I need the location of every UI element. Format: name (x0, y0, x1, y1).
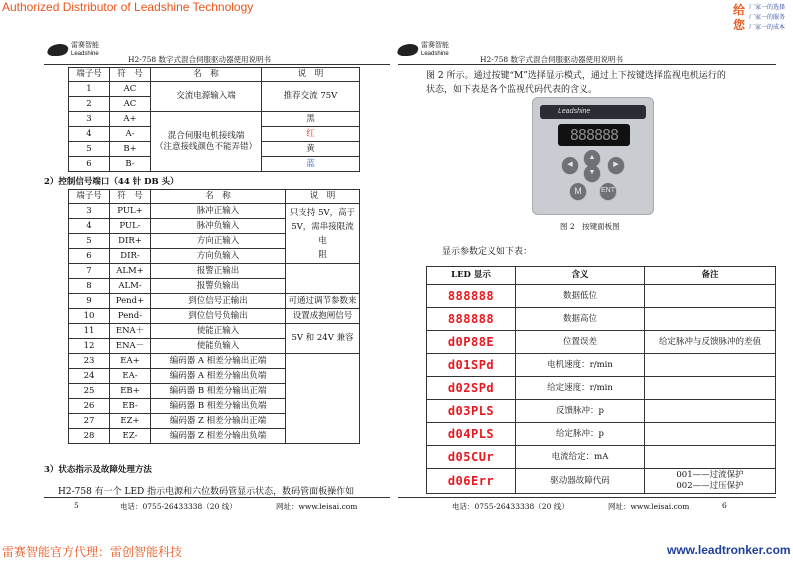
signal-symbol: Pend- (110, 309, 151, 324)
signal-symbol: ALM- (110, 279, 151, 294)
signal-name: 到位信号负输出 (151, 309, 286, 324)
led-note (645, 446, 776, 469)
led-digits: d06Err (447, 473, 495, 488)
wire-color-red: 红 (262, 127, 360, 142)
led-note (645, 377, 776, 400)
motor-terminal-name (151, 112, 262, 172)
logo-cn: 雷赛智能 (421, 42, 449, 49)
pend-note-2: 设置成抱闸信号 (286, 309, 360, 324)
pend-note-1: 可通过调节参数来 (286, 294, 360, 309)
signal-name: 到位信号正输出 (151, 294, 286, 309)
motor-name-line-1: 混合伺服电机接线端 (167, 131, 245, 142)
terminal-symbol: B+ (110, 142, 151, 157)
led-code (427, 423, 516, 446)
signal-name: 使能正输入 (151, 324, 286, 339)
led-code (427, 400, 516, 423)
panel-up-button-icon: ▲ (584, 150, 600, 166)
signal-symbol: ENA－ (110, 339, 151, 354)
signal-symbol: EB- (110, 399, 151, 414)
terminal-symbol: AC (110, 97, 151, 112)
led-digits: 888888 (447, 288, 495, 303)
signal-name: 脉冲负输入 (151, 219, 286, 234)
footer-web-right: 网址：www.leisai.com (608, 502, 690, 511)
distributor-banner: Authorized Distributor of Leadshine Technology (2, 0, 254, 14)
panel-brand-label: Leadshine (558, 108, 591, 115)
led-col-header: 含义 (516, 267, 645, 285)
header-rule-left (44, 64, 390, 65)
signal-name: 编码器 B 相差分输出正端 (151, 384, 286, 399)
led-meaning: 电流给定：mA (516, 446, 645, 469)
leadshine-logo-icon (46, 44, 70, 56)
website-link[interactable]: www.leadtronker.com (667, 543, 791, 557)
led-meaning: 电机速度：r/min (516, 354, 645, 377)
signal-name: 方向正输入 (151, 234, 286, 249)
signal-name: 编码器 A 相差分输出正端 (151, 354, 286, 369)
page-number-right: 6 (722, 501, 727, 510)
terminal-no: 5 (69, 142, 110, 157)
status-paragraph: H2-758 有一个 LED 指示电源和六位数码管显示状态，数码管面板操作如 (58, 487, 355, 497)
panel-right-button-icon: ▶ (608, 157, 624, 173)
signal-name: 方向负输入 (151, 249, 286, 264)
col-header: 符 号 (110, 68, 151, 82)
signal-no: 4 (69, 219, 110, 234)
terminal-symbol: A+ (110, 112, 151, 127)
led-digits: 888888 (447, 311, 495, 326)
power-motor-table (68, 67, 360, 172)
led-code (427, 331, 516, 354)
pulse-note (286, 204, 360, 264)
terminal-no: 6 (69, 157, 110, 172)
signal-name: 使能负输入 (151, 339, 286, 354)
signal-no: 5 (69, 234, 110, 249)
signal-symbol: EB+ (110, 384, 151, 399)
footer-phone-left: 电话：0755-26433338（20 线） (120, 502, 237, 511)
signal-no: 12 (69, 339, 110, 354)
footer-web-left: 网址：www.leisai.com (276, 502, 358, 511)
led-col-header: 备注 (645, 267, 776, 285)
signal-name: 编码器 B 相差分输出负端 (151, 399, 286, 414)
logo-cn: 雷赛智能 (71, 42, 99, 49)
led-note: 给定脉冲与反馈脉冲的差值 (645, 331, 776, 354)
fault-code-2: 002——过压保护 (676, 481, 744, 491)
led-code (427, 469, 516, 494)
signal-no: 24 (69, 369, 110, 384)
encoder-note (286, 354, 360, 444)
terminal-no: 3 (69, 112, 110, 127)
control-signal-table (68, 189, 360, 444)
pulse-note-line-2: 5V，需串接限流电 (291, 221, 354, 246)
leadshine-logo-left (48, 42, 99, 58)
signal-no: 6 (69, 249, 110, 264)
led-display-table (426, 266, 776, 494)
alarm-note (286, 264, 360, 294)
table-intro: 显示参数定义如下表： (442, 247, 533, 257)
led-meaning: 驱动器故障代码 (516, 469, 645, 494)
signal-symbol: ENA＋ (110, 324, 151, 339)
led-note (645, 400, 776, 423)
footer-rule-right (398, 497, 776, 498)
signal-no: 23 (69, 354, 110, 369)
slogan-char-2: 您 (733, 18, 746, 32)
intro-line-1: 图 2 所示。通过按键“M”选择显示模式，通过上下按键选择监视电机运行的 (426, 71, 726, 81)
led-note (645, 285, 776, 308)
page-number-left: 5 (74, 501, 79, 510)
signal-symbol: DIR- (110, 249, 151, 264)
fault-code-1: 001——过流保护 (676, 470, 744, 480)
signal-no: 11 (69, 324, 110, 339)
panel-down-button-icon: ▼ (584, 165, 600, 181)
terminal-no: 2 (69, 97, 110, 112)
col-header: 名 称 (151, 190, 286, 204)
led-meaning: 反馈脉冲：p (516, 400, 645, 423)
slogan-line-2: 厂家一的服务 (749, 15, 786, 21)
signal-symbol: ALM+ (110, 264, 151, 279)
terminal-symbol: AC (110, 82, 151, 97)
panel-ent-button: ENT (600, 183, 616, 199)
intro-line-2: 状态，如下表是各个监视代码代表的含义。 (426, 85, 598, 95)
leadshine-logo-right (398, 42, 449, 58)
signal-name: 脉冲正输入 (151, 204, 286, 219)
col-header: 名 称 (151, 68, 262, 82)
terminal-symbol: B- (110, 157, 151, 172)
led-note (645, 469, 776, 494)
official-agent-text: 雷赛智能官方代理：雷创智能科技 (2, 545, 183, 559)
pulse-note-line-1: 只支持 5V，高于 (289, 207, 356, 218)
led-note (645, 308, 776, 331)
signal-no: 9 (69, 294, 110, 309)
signal-symbol: EA- (110, 369, 151, 384)
footer-rule-left (44, 497, 390, 498)
footer-phone-right: 电话：0755-26433338（20 线） (452, 502, 569, 511)
terminal-symbol: A- (110, 127, 151, 142)
page-header-right: H2-758 数字式混合伺服驱动器使用说明书 (480, 55, 624, 64)
col-header: 说 明 (262, 68, 360, 82)
signal-name: 编码器 A 相差分输出负端 (151, 369, 286, 384)
led-code (427, 377, 516, 400)
keypad-panel-image (532, 97, 654, 215)
led-digits: d02SPd (447, 380, 495, 395)
led-digits: d03PLS (447, 403, 495, 418)
wire-color-yellow: 黄 (262, 142, 360, 157)
header-rule-right (398, 64, 776, 65)
led-col-header: LED 显示 (427, 267, 516, 285)
panel-left-button-icon: ◀ (562, 157, 578, 173)
wire-color-black: 黑 (262, 112, 360, 127)
figure-caption: 图 2 按键面板图 (560, 222, 620, 231)
section-3-title: 3）状态指示及故障处理方法 (44, 465, 152, 475)
led-meaning: 数据高位 (516, 308, 645, 331)
leadshine-logo-icon (396, 44, 420, 56)
led-code (427, 308, 516, 331)
led-meaning: 数据低位 (516, 285, 645, 308)
led-note (645, 354, 776, 377)
signal-symbol: DIR+ (110, 234, 151, 249)
signal-no: 26 (69, 399, 110, 414)
ena-note: 5V 和 24V 兼容 (286, 324, 360, 354)
signal-name: 编码器 Z 相差分输出正端 (151, 414, 286, 429)
col-header: 说 明 (286, 190, 360, 204)
signal-no: 10 (69, 309, 110, 324)
col-header: 端子号 (69, 190, 110, 204)
signal-symbol: Pend+ (110, 294, 151, 309)
led-digits: d0P88E (447, 334, 495, 349)
panel-m-button: M (570, 183, 586, 199)
col-header: 符 号 (110, 190, 151, 204)
slogan-block (733, 1, 793, 35)
signal-symbol: EZ+ (110, 414, 151, 429)
signal-symbol: EA+ (110, 354, 151, 369)
signal-symbol: PUL- (110, 219, 151, 234)
logo-en: Leadshine (421, 51, 449, 57)
panel-seven-segment-display: 888888 (558, 124, 630, 146)
signal-no: 27 (69, 414, 110, 429)
led-meaning: 位置误差 (516, 331, 645, 354)
slogan-line-1: 厂家一的选择 (749, 5, 786, 11)
led-meaning: 给定速度：r/min (516, 377, 645, 400)
led-meaning: 给定脉冲：p (516, 423, 645, 446)
led-note (645, 423, 776, 446)
signal-name: 报警负输出 (151, 279, 286, 294)
led-digits: d01SPd (447, 357, 495, 372)
col-header: 端子号 (69, 68, 110, 82)
signal-no: 28 (69, 429, 110, 444)
section-2-title: 2）控制信号端口（44 针 DB 头） (44, 177, 179, 187)
signal-name: 编码器 Z 相差分输出负端 (151, 429, 286, 444)
logo-en: Leadshine (71, 51, 99, 57)
led-code (427, 354, 516, 377)
led-code (427, 285, 516, 308)
panel-brand-bar (540, 105, 646, 119)
terminal-desc: 推荐交流 75V (262, 82, 360, 112)
signal-no: 8 (69, 279, 110, 294)
pulse-note-line-3: 阻 (318, 249, 327, 260)
signal-name: 报警正输出 (151, 264, 286, 279)
motor-name-line-2: （注意接线颜色不能弄错） (154, 141, 257, 152)
terminal-no: 1 (69, 82, 110, 97)
signal-symbol: EZ- (110, 429, 151, 444)
terminal-name: 交流电源输入端 (151, 82, 262, 112)
led-digits: d04PLS (447, 426, 495, 441)
slogan-char-1: 给 (733, 3, 746, 17)
led-code (427, 446, 516, 469)
terminal-no: 4 (69, 127, 110, 142)
page-header-left: H2-758 数字式混合伺服驱动器使用说明书 (128, 55, 272, 64)
led-digits: d05CUr (447, 449, 495, 464)
signal-no: 25 (69, 384, 110, 399)
signal-symbol: PUL+ (110, 204, 151, 219)
signal-no: 3 (69, 204, 110, 219)
wire-color-blue: 蓝 (262, 157, 360, 172)
signal-no: 7 (69, 264, 110, 279)
slogan-line-3: 厂家一的成本 (749, 25, 786, 31)
